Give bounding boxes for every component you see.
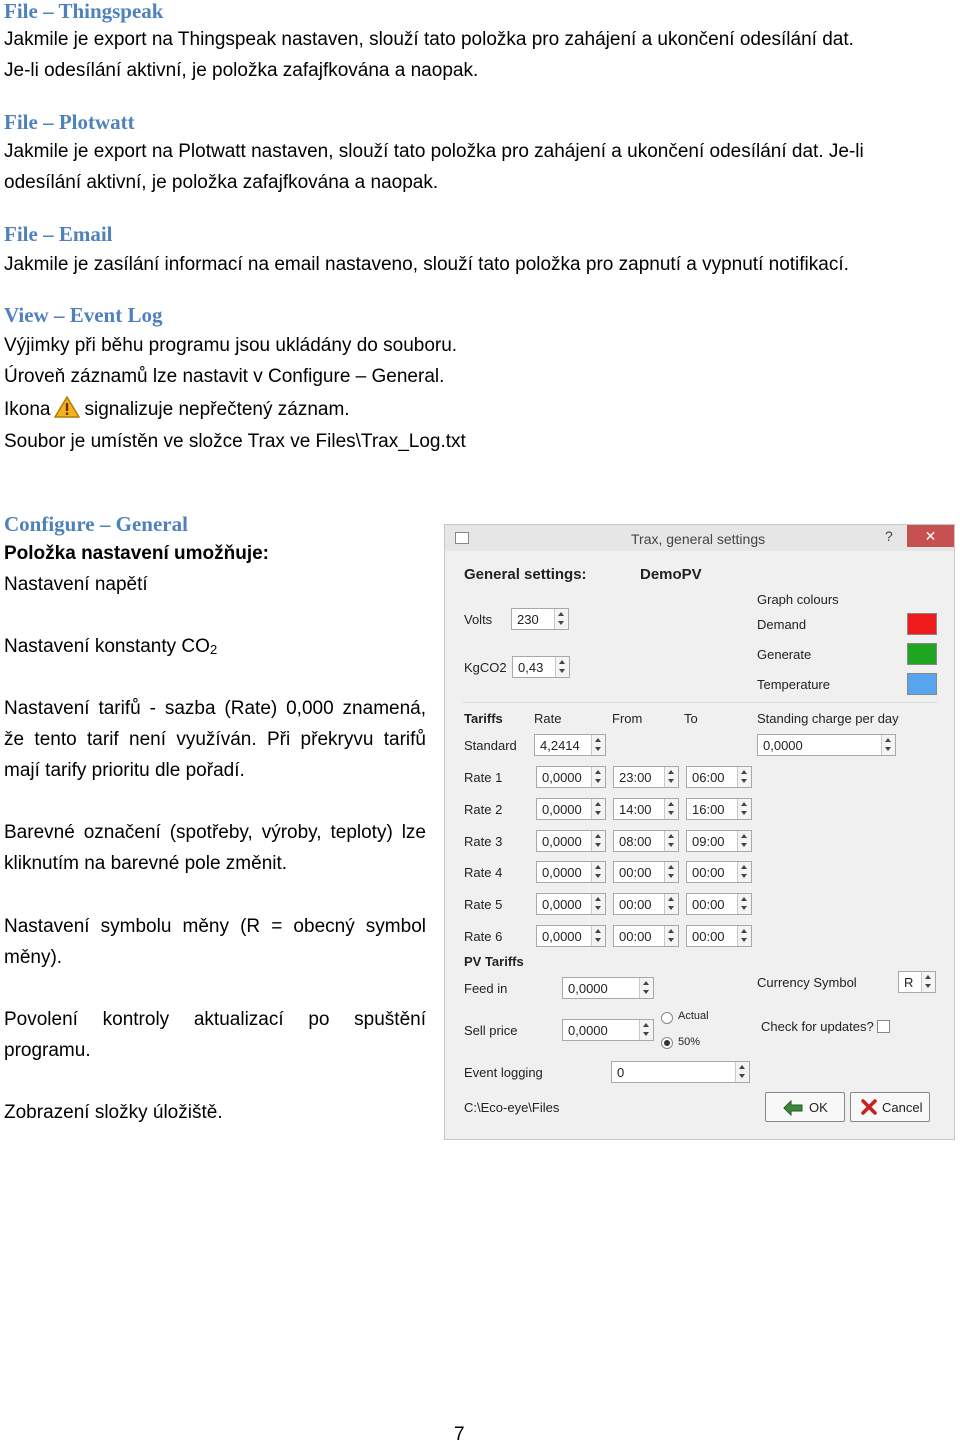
rate-to-stepper[interactable] — [686, 861, 752, 883]
demand-label: Demand — [757, 617, 807, 632]
standard-rate-stepper[interactable] — [534, 734, 606, 756]
volts-value: 230 — [517, 612, 539, 627]
general-tariff: Nastavení tarifů - sazba (Rate) 0,000 znamená, že tento tarif není využíván. Při překryvu tarifů mají tarify prioritu dle pořadí. — [4, 698, 426, 781]
rate-value-stepper[interactable] — [536, 893, 606, 915]
standard-label: Standard — [464, 738, 517, 753]
rate-to-stepper[interactable] — [686, 798, 752, 820]
rate-value-stepper-value: 0,0000 — [542, 897, 582, 912]
rate-from-stepper-value: 00:00 — [619, 865, 652, 880]
sell-price-label: Sell price — [464, 1023, 518, 1038]
fifty-percent-label: 50% — [678, 1036, 701, 1048]
general-folder: Zobrazení složky úložiště. — [4, 1102, 223, 1123]
temperature-label: Temperature — [757, 677, 830, 692]
rate-to-stepper-spin-arrows[interactable] — [737, 862, 751, 882]
kgco2-value: 0,43 — [518, 660, 544, 675]
rate-to-stepper[interactable] — [686, 893, 752, 915]
rate-to-stepper-value: 00:00 — [692, 929, 725, 944]
rate-value-stepper-spin-arrows[interactable] — [591, 862, 605, 882]
volts-spin-arrows[interactable] — [554, 609, 568, 629]
files-path[interactable]: C:\Eco-eye\Files — [464, 1100, 560, 1115]
volts-label: Volts — [464, 612, 493, 627]
actual-radio[interactable] — [661, 1012, 673, 1024]
kgco2-label: KgCO2 — [464, 660, 507, 675]
plotwatt-line-2: odesílání aktivní, je položka zafajfkována a naopak. — [4, 172, 439, 193]
generate-color-swatch[interactable] — [907, 643, 937, 665]
rate-from-stepper[interactable] — [613, 830, 679, 852]
rate-value-stepper-value: 0,0000 — [542, 865, 582, 880]
rate-to-stepper-value: 09:00 — [692, 834, 725, 849]
temperature-color-swatch[interactable] — [907, 673, 937, 695]
feed-in-spin-arrows[interactable] — [639, 978, 653, 998]
heading-plotwatt: File – Plotwatt — [4, 110, 135, 134]
rate-from-stepper[interactable] — [613, 861, 679, 883]
thingspeak-line-1: Jakmile je export na Thingspeak nastaven, slouží tato položka pro zahájení a ukončení odesílání dat. — [4, 29, 854, 50]
rate-from-stepper-value: 23:00 — [619, 770, 652, 785]
email-line-1: Jakmile je zasílání informací na email nastaveno, slouží tato položka pro zapnutí a vypnutí notifikací. — [4, 254, 849, 275]
rate-value-stepper[interactable] — [536, 798, 606, 820]
rate-row-label: Rate 1 — [464, 770, 503, 785]
rate-value-stepper-spin-arrows[interactable] — [591, 926, 605, 946]
rate-value-stepper-value: 0,0000 — [542, 834, 582, 849]
rate-row-label: Rate 5 — [464, 897, 503, 912]
pv-tariffs-label: PV Tariffs — [464, 954, 524, 969]
feed-in-stepper[interactable] — [562, 977, 654, 999]
actual-label: Actual — [678, 1010, 709, 1022]
rate-to-stepper[interactable] — [686, 925, 752, 947]
general-settings-dialog — [444, 524, 955, 1140]
rate-value-stepper-value: 0,0000 — [542, 802, 582, 817]
rate-value-stepper-value: 0,0000 — [542, 770, 582, 785]
rate-from-stepper[interactable] — [613, 893, 679, 915]
rate-from-stepper[interactable] — [613, 925, 679, 947]
standing-charge-spin-arrows[interactable] — [881, 735, 895, 755]
general-volt: Nastavení napětí — [4, 574, 148, 595]
generate-label: Generate — [757, 647, 812, 662]
rate-to-stepper-value: 00:00 — [692, 897, 725, 912]
kgco2-stepper[interactable] — [512, 656, 570, 678]
rate-to-stepper-spin-arrows[interactable] — [737, 894, 751, 914]
ok-arrow-icon — [782, 1098, 804, 1116]
eventlog-line-3-start: Ikona — [4, 399, 51, 420]
general-co2-sub: 2 — [209, 642, 218, 657]
general-settings-label: General settings: — [464, 566, 587, 583]
rate-value-stepper-spin-arrows[interactable] — [591, 767, 605, 787]
eventlog-line-3 — [4, 394, 350, 425]
standing-charge-stepper[interactable] — [757, 734, 896, 756]
rate-value-stepper[interactable] — [536, 830, 606, 852]
divider — [463, 702, 937, 703]
general-co2 — [4, 631, 217, 665]
rate-value-stepper-spin-arrows[interactable] — [591, 894, 605, 914]
cancel-label: Cancel — [882, 1100, 923, 1115]
rate-to-stepper-spin-arrows[interactable] — [737, 831, 751, 851]
rate-to-stepper-value: 16:00 — [692, 802, 725, 817]
check-updates-checkbox[interactable] — [877, 1020, 890, 1033]
feed-in-value: 0,0000 — [568, 981, 608, 996]
rate-to-stepper-value: 06:00 — [692, 770, 725, 785]
currency-symbol-select[interactable] — [898, 971, 936, 993]
ok-label: OK — [809, 1100, 828, 1115]
general-currency: Nastavení symbolu měny (R = obecný symbol měny). — [4, 916, 426, 968]
rate-to-stepper-value: 00:00 — [692, 865, 725, 880]
rate-from-stepper-spin-arrows[interactable] — [664, 799, 678, 819]
rate-to-stepper[interactable] — [686, 766, 752, 788]
rate-row-label: Rate 3 — [464, 834, 503, 849]
eventlog-line-3-end: signalizuje nepřečtený záznam. — [84, 399, 350, 420]
rate-value-stepper-spin-arrows[interactable] — [591, 831, 605, 851]
heading-event-log: View – Event Log — [4, 303, 163, 327]
dialog-titlebar — [445, 525, 954, 551]
rate-value-stepper-spin-arrows[interactable] — [591, 799, 605, 819]
rate-to-stepper[interactable] — [686, 830, 752, 852]
plotwatt-line-1: Jakmile je export na Plotwatt nastaven, slouží tato položka pro zahájení a ukončení odesílání dat. Je-li — [4, 141, 864, 162]
general-colors: Barevné označení (spotřeby, výroby, teploty) lze kliknutím na barevné pole změnit. — [4, 822, 426, 874]
rate-header: Rate — [534, 711, 562, 726]
heading-thingspeak: File – Thingspeak — [4, 0, 164, 23]
kgco2-spin-arrows[interactable] — [555, 657, 569, 677]
currency-symbol-arrows[interactable] — [921, 972, 935, 992]
graph-colours-label: Graph colours — [757, 592, 839, 607]
check-updates-label: Check for updates? — [761, 1019, 874, 1034]
warning-icon — [54, 396, 80, 418]
dialog-title: Trax, general settings — [631, 531, 766, 547]
general-intro: Položka nastavení umožňuje: — [4, 543, 269, 564]
currency-symbol-label: Currency Symbol — [757, 975, 857, 990]
sell-price-value: 0,0000 — [568, 1023, 608, 1038]
demand-color-swatch[interactable] — [907, 613, 937, 635]
general-updates: Povolení kontroly aktualizací po spuštění programu. — [4, 1009, 426, 1061]
rate-value-stepper-value: 0,0000 — [542, 929, 582, 944]
eventlog-line-2: Úroveň záznamů lze nastavit v Configure – General. — [4, 366, 445, 387]
close-button[interactable]: ✕ — [907, 525, 954, 547]
rate-from-stepper-spin-arrows[interactable] — [664, 862, 678, 882]
rate-from-stepper[interactable] — [613, 798, 679, 820]
rate-from-stepper-spin-arrows[interactable] — [664, 831, 678, 851]
rate-from-stepper[interactable] — [613, 766, 679, 788]
rate-row-label: Rate 4 — [464, 865, 503, 880]
rate-value-stepper[interactable] — [536, 925, 606, 947]
help-button[interactable]: ? — [885, 528, 893, 544]
rate-from-stepper-value: 08:00 — [619, 834, 652, 849]
thingspeak-line-2: Je-li odesílání aktivní, je položka zafajfkována a naopak. — [4, 60, 479, 81]
rate-from-stepper-value: 00:00 — [619, 897, 652, 912]
event-logging-value: 0 — [617, 1065, 625, 1080]
ok-button[interactable] — [765, 1092, 845, 1122]
rate-from-stepper-spin-arrows[interactable] — [664, 767, 678, 787]
eventlog-line-4: Soubor je umístěn ve složce Trax ve Files\Trax_Log.txt — [4, 431, 466, 452]
volts-stepper[interactable] — [511, 608, 569, 630]
rate-from-stepper-value: 00:00 — [619, 929, 652, 944]
sell-price-spin-arrows[interactable] — [639, 1020, 653, 1040]
page-number: 7 — [454, 1424, 465, 1445]
cancel-x-icon — [861, 1099, 877, 1115]
sell-price-stepper[interactable] — [562, 1019, 654, 1041]
window-icon — [455, 532, 469, 544]
fifty-percent-radio[interactable] — [661, 1037, 673, 1049]
to-header: To — [684, 711, 698, 726]
tariffs-header: Tariffs — [464, 711, 503, 726]
rate-value-stepper[interactable] — [536, 861, 606, 883]
rate-value-stepper[interactable] — [536, 766, 606, 788]
rate-to-stepper-spin-arrows[interactable] — [737, 799, 751, 819]
rate-from-stepper-spin-arrows[interactable] — [664, 926, 678, 946]
rate-from-stepper-value: 14:00 — [619, 802, 652, 817]
standing-charge-value: 0,0000 — [763, 738, 803, 753]
event-logging-label: Event logging — [464, 1065, 543, 1080]
standard-rate-spin-arrows[interactable] — [591, 735, 605, 755]
rate-to-stepper-spin-arrows[interactable] — [737, 767, 751, 787]
heading-email: File – Email — [4, 222, 113, 246]
event-logging-spin-arrows[interactable] — [735, 1062, 749, 1082]
currency-symbol-value: R — [904, 975, 914, 990]
general-co2-text: Nastavení konstanty CO — [4, 636, 210, 657]
rate-row-label: Rate 2 — [464, 802, 503, 817]
feed-in-label: Feed in — [464, 981, 508, 996]
eventlog-line-1: Výjimky při běhu programu jsou ukládány do souboru. — [4, 335, 458, 356]
rate-row-label: Rate 6 — [464, 929, 503, 944]
from-header: From — [612, 711, 643, 726]
heading-configure-general: Configure – General — [4, 512, 188, 536]
standard-rate-value: 4,2414 — [540, 738, 580, 753]
device-name: DemoPV — [640, 566, 702, 583]
standing-charge-header: Standing charge per day — [757, 711, 899, 726]
rate-to-stepper-spin-arrows[interactable] — [737, 926, 751, 946]
event-logging-stepper[interactable] — [611, 1061, 750, 1083]
rate-from-stepper-spin-arrows[interactable] — [664, 894, 678, 914]
cancel-button[interactable] — [850, 1092, 930, 1122]
